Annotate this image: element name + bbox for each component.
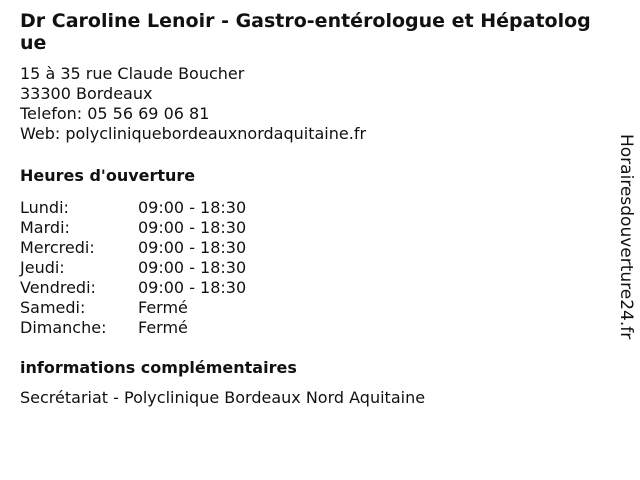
day-label: Dimanche: bbox=[20, 318, 107, 337]
opening-hours-table bbox=[20, 198, 600, 338]
day-label: Jeudi: bbox=[20, 258, 65, 277]
listing-card bbox=[20, 10, 600, 408]
city-postcode: 33300 Bordeaux bbox=[20, 84, 153, 103]
day-label: Mercredi: bbox=[20, 238, 95, 257]
opening-hours-heading: Heures d'ouverture bbox=[20, 166, 196, 185]
hours-row-monday bbox=[20, 198, 600, 218]
day-label: Samedi: bbox=[20, 298, 86, 317]
day-hours: 09:00 - 18:30 bbox=[138, 218, 247, 237]
day-hours: Fermé bbox=[138, 298, 188, 317]
hours-row-saturday bbox=[20, 298, 600, 318]
phone-number: Telefon: 05 56 69 06 81 bbox=[20, 104, 210, 123]
hours-row-thursday bbox=[20, 258, 600, 278]
day-hours: 09:00 - 18:30 bbox=[138, 258, 247, 277]
day-hours: 09:00 - 18:30 bbox=[138, 238, 247, 257]
day-label: Mardi: bbox=[20, 218, 70, 237]
day-label: Lundi: bbox=[20, 198, 69, 217]
site-brand-watermark: Horairesdouverture24.fr bbox=[616, 134, 636, 340]
hours-row-sunday bbox=[20, 318, 600, 338]
website: Web: polycliniquebordeauxnordaquitaine.fr bbox=[20, 124, 367, 143]
additional-info-heading: informations complémentaires bbox=[20, 358, 297, 377]
hours-row-tuesday bbox=[20, 218, 600, 238]
day-hours: 09:00 - 18:30 bbox=[138, 278, 247, 297]
day-label: Vendredi: bbox=[20, 278, 96, 297]
hours-row-wednesday bbox=[20, 238, 600, 258]
day-hours: 09:00 - 18:30 bbox=[138, 198, 247, 217]
additional-info-text: Secrétariat - Polyclinique Bordeaux Nord Aquitaine bbox=[20, 388, 426, 407]
hours-row-friday bbox=[20, 278, 600, 298]
street-address: 15 à 35 rue Claude Boucher bbox=[20, 64, 245, 83]
page-title: Dr Caroline Lenoir - Gastro-entérologue et Hépatologue bbox=[20, 10, 591, 54]
address-block bbox=[20, 64, 600, 144]
day-hours: Fermé bbox=[138, 318, 188, 337]
